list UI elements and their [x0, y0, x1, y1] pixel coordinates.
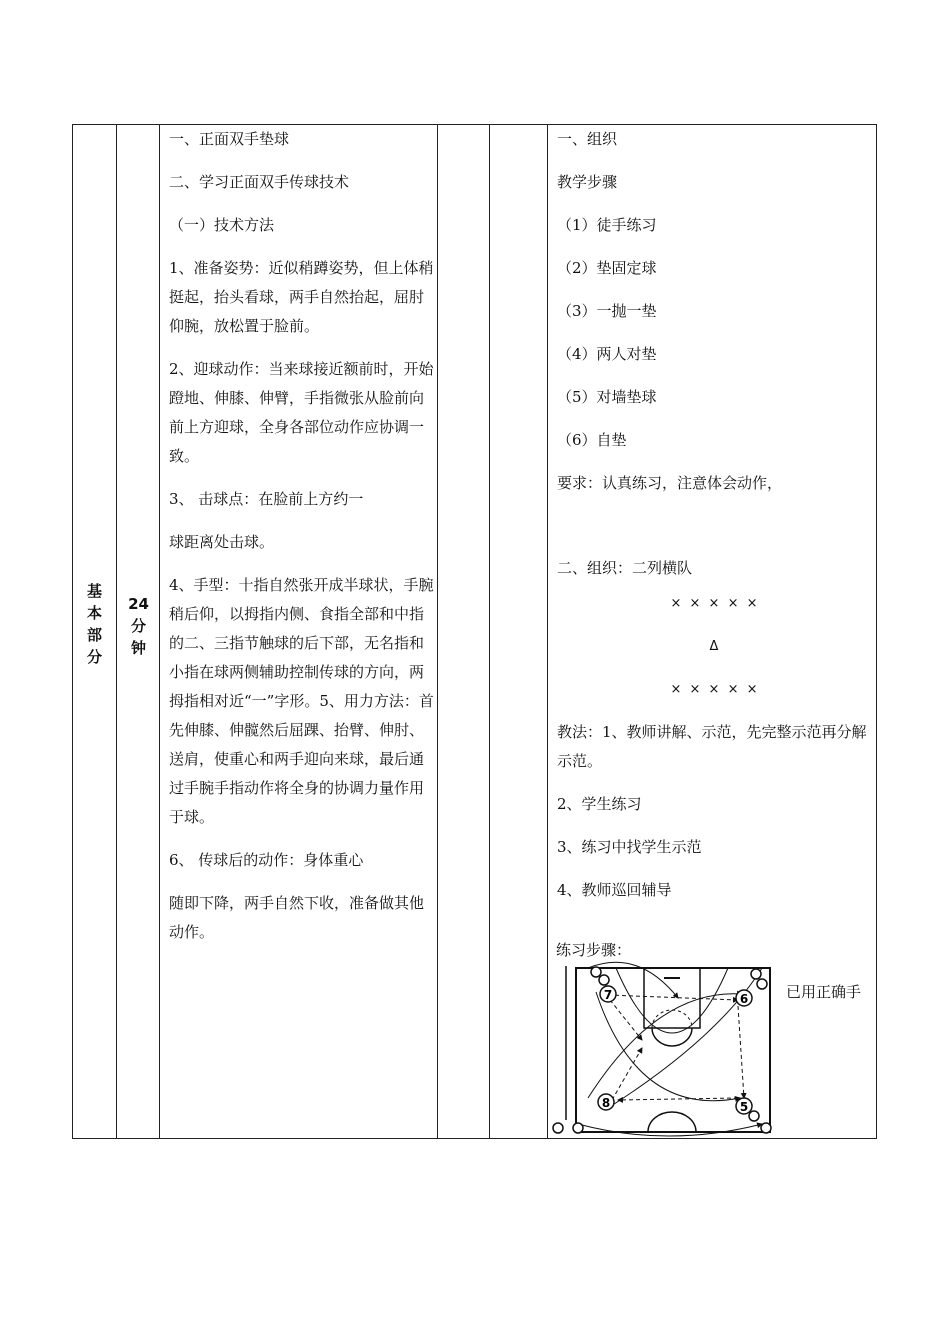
column-divider [437, 125, 438, 1138]
method-item: 4、教师巡回辅导 [557, 881, 672, 899]
step-item: （2）垫固定球 [557, 259, 657, 277]
org-heading-2: 二、组织：二列横队 [557, 559, 693, 577]
org-heading: 一、组织 [557, 130, 618, 148]
svg-text:6: 6 [739, 992, 749, 1006]
formation-row: × × × × × [670, 596, 760, 611]
method-item: 3、练习中找学生示范 [557, 838, 702, 856]
player-marker [600, 986, 616, 1002]
content-item: 3、 击球点：在脸前上方约一 [169, 490, 364, 508]
requirement: 要求：认真练习，注意体会动作， [557, 474, 783, 492]
method-item: 2、学生练习 [557, 795, 642, 813]
teaching-method: 教法：1、教师讲解、示范，先完整示范再分解示范。 [557, 723, 867, 770]
player-marker [736, 1098, 752, 1114]
teaching-content [169, 125, 435, 961]
side-note: 已用正确手 [786, 983, 862, 1001]
content-item: 一、正面双手垫球 [169, 130, 290, 148]
organization-column [557, 125, 873, 919]
column-divider [489, 125, 490, 1138]
content-item: 6、 传球后的动作：身体重心 [169, 851, 364, 869]
content-item: （一）技术方法 [169, 216, 275, 234]
step-item: （3）一抛一垫 [557, 302, 657, 320]
svg-text:8: 8 [601, 1096, 611, 1110]
player-marker [736, 990, 752, 1006]
content-item: 二、学习正面双手传球技术 [169, 173, 350, 191]
step-item: （4）两人对垫 [557, 345, 657, 363]
step-item: （1）徒手练习 [557, 216, 657, 234]
content-item: 1、准备姿势：近似稍蹲姿势，但上体稍挺起，抬头看球，两手自然抬起，屈肘仰腕，放松置于脸前。 [169, 259, 434, 335]
teacher-mark: Δ [709, 639, 721, 654]
content-item: 2、迎球动作：当来球接近额前时，开始蹬地、伸膝、伸臂，手指微张从脸前向前上方迎球，全身各部位动作应协调一致。 [169, 360, 434, 465]
content-item: 球距离处击球。 [169, 533, 275, 551]
steps-title: 教学步骤 [557, 173, 618, 191]
formation-row: × × × × × [670, 682, 760, 697]
practice-steps-label: 练习步骤： [556, 941, 632, 959]
duration-cell: 24 分 钟 [128, 595, 149, 657]
section-label: 基 本 部 分 [86, 582, 102, 666]
content-item: 随即下降，两手自然下收，准备做其他动作。 [169, 894, 425, 941]
court-diagram [548, 948, 776, 1140]
step-item: （6）自垫 [557, 431, 627, 449]
step-item: （5）对墙垫球 [557, 388, 657, 406]
svg-text:7: 7 [603, 988, 613, 1002]
content-item: 4、手型：十指自然张开成半球状，手腕稍后仰，以拇指内侧、食指全部和中指的二、三指节触球的后下部，无名指和小指在球两侧辅助控制传球的方向，两拇指相对近“一”字形。5、用力方法：首先伸膝、伸髋然后屈踝、抬臂、伸肘、送肩，使重心和两手迎向来球，最后通过手腕手指动作将全身的协调力量作用于球。 [169, 576, 434, 826]
player-marker [598, 1094, 614, 1110]
svg-text:5: 5 [739, 1100, 749, 1114]
